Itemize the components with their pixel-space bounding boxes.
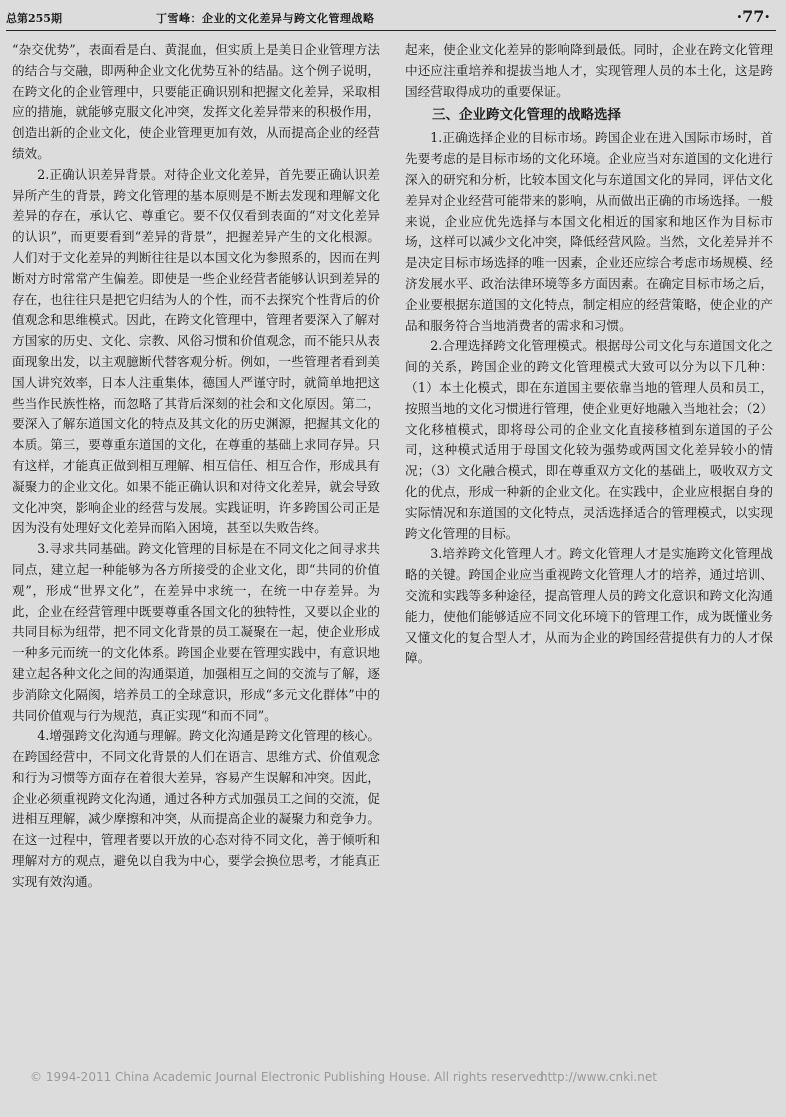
- body-paragraph: “杂交优势”，表面看是白、黄混血，但实质上是美日企业管理方法的结合与交融，即两种企业文化优势互补的结晶。这个例子说明，在跨文化的企业管理中，只要能正确识别和把握文化差异，采取相应的措施，就能够克服文化冲突，发挥文化差异带来的积极作用，创造出新的企业文化，使企业管理更加有效，从而提高企业的经营绩效。: [12, 42, 380, 161]
- page-header: [6, 8, 776, 31]
- section-heading: 三、企业跨文化管理的战略选择: [432, 107, 621, 124]
- body-paragraph: 4.增强跨文化沟通与理解。跨文化沟通是跨文化管理的核心。在跨国经营中，不同文化背景的人们在语言、思维方式、价值观念和行为习惯等方面存在着很大差异，容易产生误解和冲突。因此，企业必须重视跨文化沟通，通过各种方式加强员工之间的交流，促进相互理解，减少摩擦和冲突，从而提高企业的凝聚力和竞争力。在这一过程中，管理者要以开放的心态对待不同文化，善于倾听和理解对方的观点，避免以自我为中心，要学会换位思考，才能真正实现有效沟通。: [12, 728, 380, 889]
- running-title: 丁雪峰：企业的文化差异与跨文化管理战略: [156, 12, 375, 25]
- left-text-column: [12, 40, 380, 1045]
- body-paragraph: 2.合理选择跨文化管理模式。根据母公司文化与东道国文化之间的关系，跨国企业的跨文化管理模式大致可以分为以下几种：（1）本土化模式，即在东道国主要依靠当地的管理人员和员工，按照当地的文化习惯进行管理，使企业更好地融入当地社会；（2）文化移植模式，即将母公司的企业文化直接移植到东道国的子公司，这种模式适用于母国文化较为强势或两国文化差异较小的情况；（3）文化融合模式，即在尊重双方文化的基础上，吸收双方文化的优点，形成一种新的企业文化。在实践中，企业应根据自身的实际情况和东道国的文化特点，灵活选择适合的管理模式，以实现跨文化管理的目标。: [405, 338, 773, 541]
- copyright-notice: © 1994-2011 China Academic Journal Electronic Publishing House. All rights reserved.: [30, 1070, 548, 1084]
- body-paragraph: 3.培养跨文化管理人才。跨文化管理人才是实施跨文化管理战略的关键。跨国企业应当重视跨文化管理人才的培养，通过培训、交流和实践等多种途径，提高管理人员的跨文化意识和跨文化沟通能力，使他们能够适应不同文化环境下的管理工作，成为既懂业务又懂文化的复合型人才，从而为企业的跨国经营提供有力的人才保障。: [405, 546, 773, 666]
- issue-number: 总第255期: [6, 12, 62, 25]
- body-paragraph: 起来，使企业文化差异的影响降到最低。同时，企业在跨文化管理中还应注重培养和提拔当地人才，实现管理人员的本土化，这是跨国经营取得成功的重要保证。: [405, 42, 773, 99]
- body-paragraph: 2.正确认识差异背景。对待企业文化差异，首先要正确认识差异所产生的背景，跨文化管理的基本原则是不断去发现和理解文化差异的存在，承认它、尊重它。要不仅仅看到表面的“对文化差异的认识”，而更要看到“差异的背景”，把握差异产生的文化根源。人们对于文化差异的判断往往是以本国文化为参照系的，因而在判断对方时常常产生偏差。即使是一些企业经营者能够认识到差异的存在，也往往只是把它归结为人的个性，而不去探究个性背后的价值观念和思维模式。因此，在跨文化管理中，管理者要深入了解对方国家的历史、文化、宗教、风俗习惯和价值观念，而不能只从表面现象出发，以主观臆断代替客观分析。例如，一些管理者看到美国人讲究效率，日本人注重集体，德国人严谨守时，就简单地把这些当作民族性格，而忽略了其背后深刻的社会和文化原因。第二，要深入了解东道国文化的特点及其文化的历史渊源，把握其文化的本质。第三，要尊重东道国的文化，在尊重的基础上求同存异。只有这样，才能真正做到相互理解、相互信任、相互合作，形成具有凝聚力的企业文化。如果不能正确认识和对待文化差异，就会导致文化冲突，影响企业的经营与发展。实践证明，许多跨国公司正是因为没有处理好文化差异而陷入困境，甚至以失败告终。: [12, 166, 380, 536]
- body-paragraph: 3.寻求共同基础。跨文化管理的目标是在不同文化之间寻求共同点，建立起一种能够为各方所接受的企业文化，即“共同的价值观”，形成“世界文化”，在差异中求统一，在统一中存差异。为此，企业在经营管理中既要尊重各国文化的独特性，又要以企业的共同目标为纽带，把不同文化背景的员工凝聚在一起，使企业形成一种多元而统一的文化体系。跨国企业要在管理实践中，有意识地建立起各种文化之间的沟通渠道，加强相互之间的交流与了解，逐步消除文化隔阂，培养员工的全球意识，形成“多元文化群体”中的共同价值观与行为规范，真正实现“和而不同”。: [12, 541, 380, 723]
- page-footer: [0, 1070, 786, 1092]
- page-number: ·77·: [736, 7, 770, 26]
- right-text-column: [405, 40, 773, 1045]
- footer-url[interactable]: http://www.cnki.net: [540, 1070, 657, 1084]
- body-paragraph: 1.正确选择企业的目标市场。跨国企业在进入国际市场时，首先要考虑的是目标市场的文化环境。企业应当对东道国的文化进行深入的研究和分析，比较本国文化与东道国文化的异同，评估文化差异对企业经营可能带来的影响，从而做出正确的市场选择。一般来说，企业应优先选择与本国文化相近的国家和地区作为目标市场，这样可以减少文化冲突，降低经营风险。当然，文化差异并不是决定目标市场选择的唯一因素，企业还应综合考虑市场规模、经济发展水平、政治法律环境等多方面因素。在确定目标市场之后，企业要根据东道国的文化特点，制定相应的经营策略，使企业的产品和服务符合当地消费者的需求和习惯。: [405, 130, 773, 333]
